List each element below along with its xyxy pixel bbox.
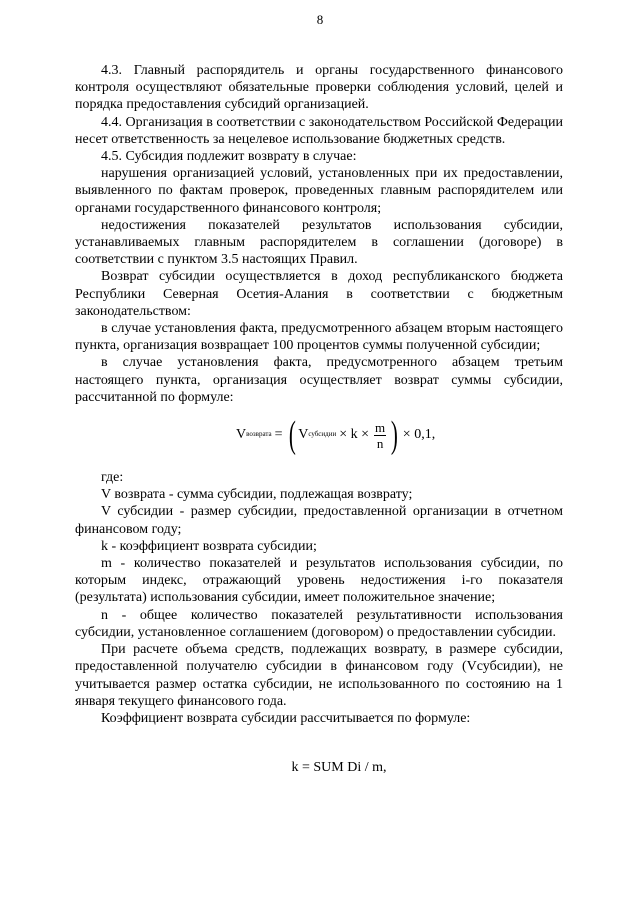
formula-v-sub: субсидии [308,430,337,439]
page-number: 8 [316,12,324,27]
paragraph: V субсидии - размер субсидии, предоставленной организации в отчетном финансовом году; [75,504,563,537]
paragraph: V возврата - сумма субсидии, подлежащая возврату; [101,487,413,503]
formula-fraction [374,420,386,451]
formula-numerator: m [375,419,386,435]
paragraph: в случае установления факта, предусмотренного абзацем третьим настоящего пункта, организация осуществляет возврат суммы субсидии, рассчитанной по формуле: [75,355,563,405]
document-body [75,62,563,776]
formula-lhs: V [236,427,247,443]
formula-close-paren: ) [390,414,398,457]
return-formula [75,409,563,459]
paragraph: Коэффициент возврата субсидии рассчитывается по формуле: [101,710,471,726]
formula-tail: × 0,1, [402,427,436,443]
paragraph: m - количество показателей и результатов использования субсидии, по которым индекс, отражающий уровень недостижения i-го показателя (результата) использования субсидии, имеет положительное значение; [75,556,563,606]
formula-equals: = [274,427,283,443]
paragraph: нарушения организацией условий, установленных при их предоставлении, выявленного по фактам проверок, проведенных главным распорядителем или органами государственного финансового контроля; [75,166,563,216]
paragraphs-before [75,62,563,406]
paragraph: 4.3. Главный распорядитель и органы государственного финансового контроля осуществляют обязательные проверки соблюдения условий, целей и порядка предоставления субсидий организацией. [75,63,563,113]
paragraph: Возврат субсидии осуществляется в доход республиканского бюджета Республики Северная Осетия-Алания в соответствии с бюджетным законодательством: [75,269,563,319]
paragraph: 4.5. Субсидия подлежит возврату в случае: [101,149,357,165]
paragraph: При расчете объема средств, подлежащих возврату, в размере субсидии, предоставленной получателю субсидии в финансовом году (Vсубсидии), не учитывается размер остатка субсидии, не использованного по состоянию на 1 января текущего финансового года. [75,642,563,709]
paragraph: недостижения показателей результатов использования субсидии, устанавливаемых главным распорядителем в соглашении (договоре) в соответствии с пунктом 3.5 настоящих Правил. [75,217,563,268]
paragraph: в случае установления факта, предусмотренного абзацем вторым настоящего пункта, организация возвращает 100 процентов суммы полученной субсидии; [75,321,563,354]
coefficient-formula: k = SUM Di / m, [291,760,387,776]
formula-v: V [298,427,309,443]
formula-lhs-sub: возврата [246,430,272,439]
formula-times-k: × k × [339,427,370,443]
paragraphs-after [75,469,563,727]
paragraph: 4.4. Организация в соответствии с законодательством Российской Федерации несет ответственность за нецелевое использование бюджетных средств. [75,114,563,147]
paragraph: где: [101,470,124,486]
paragraph: n - общее количество показателей результативности использования субсидии, установленное соглашением (договором) о предоставлении субсидии. [75,607,563,640]
formula-open-paren: ( [288,414,296,457]
paragraph: k - коэффициент возврата субсидии; [101,538,317,554]
formula-expression [236,415,435,455]
formula-denominator: n [376,435,384,451]
